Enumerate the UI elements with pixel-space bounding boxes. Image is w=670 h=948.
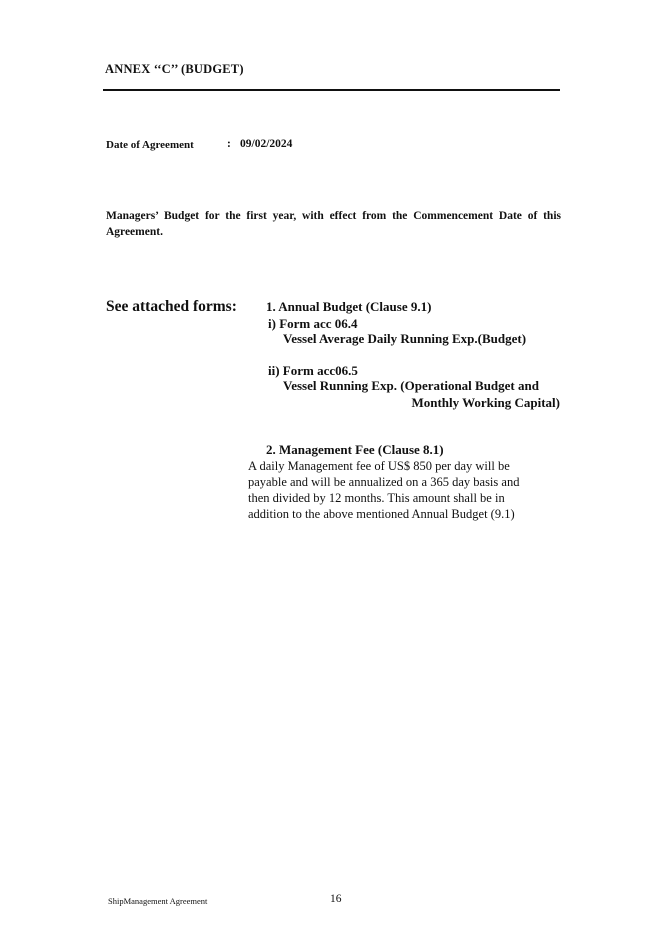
form-acc-06-5-description-line1: Vessel Running Exp. (Operational Budget and	[283, 378, 539, 393]
form-acc-06-4-description: Vessel Average Daily Running Exp.(Budget)	[283, 331, 527, 346]
management-fee-heading: 2. Management Fee (Clause 8.1)	[266, 442, 444, 457]
page-number: 16	[330, 893, 342, 905]
footer-document-name: ShipManagement Agreement	[108, 896, 208, 906]
see-attached-forms-label: See attached forms:	[106, 298, 237, 315]
form-acc-06-5-label: ii) Form acc06.5	[268, 363, 358, 378]
form-acc-06-5-description-line2: Monthly Working Capital)	[411, 395, 560, 410]
title-divider	[103, 89, 560, 91]
form-acc-06-4-label: i) Form acc 06.4	[268, 316, 358, 331]
date-of-agreement-value: 09/02/2024	[240, 138, 293, 150]
budget-intro-paragraph: Managers’ Budget for the first year, with effect from the Commencement Date of this Agreement.	[106, 210, 561, 238]
date-separator: :	[227, 138, 231, 150]
management-fee-paragraph: A daily Management fee of US$ 850 per day will be payable and will be annualized on a 365 day basis and then divided by 12 months. This amount shall be in addition to the above mentioned Annual Budget (9.1)	[248, 459, 520, 521]
annual-budget-heading: 1. Annual Budget (Clause 9.1)	[266, 299, 432, 314]
document-title: ANNEX ‘‘C’’ (BUDGET)	[105, 62, 244, 76]
date-of-agreement-label: Date of Agreement	[106, 139, 194, 151]
